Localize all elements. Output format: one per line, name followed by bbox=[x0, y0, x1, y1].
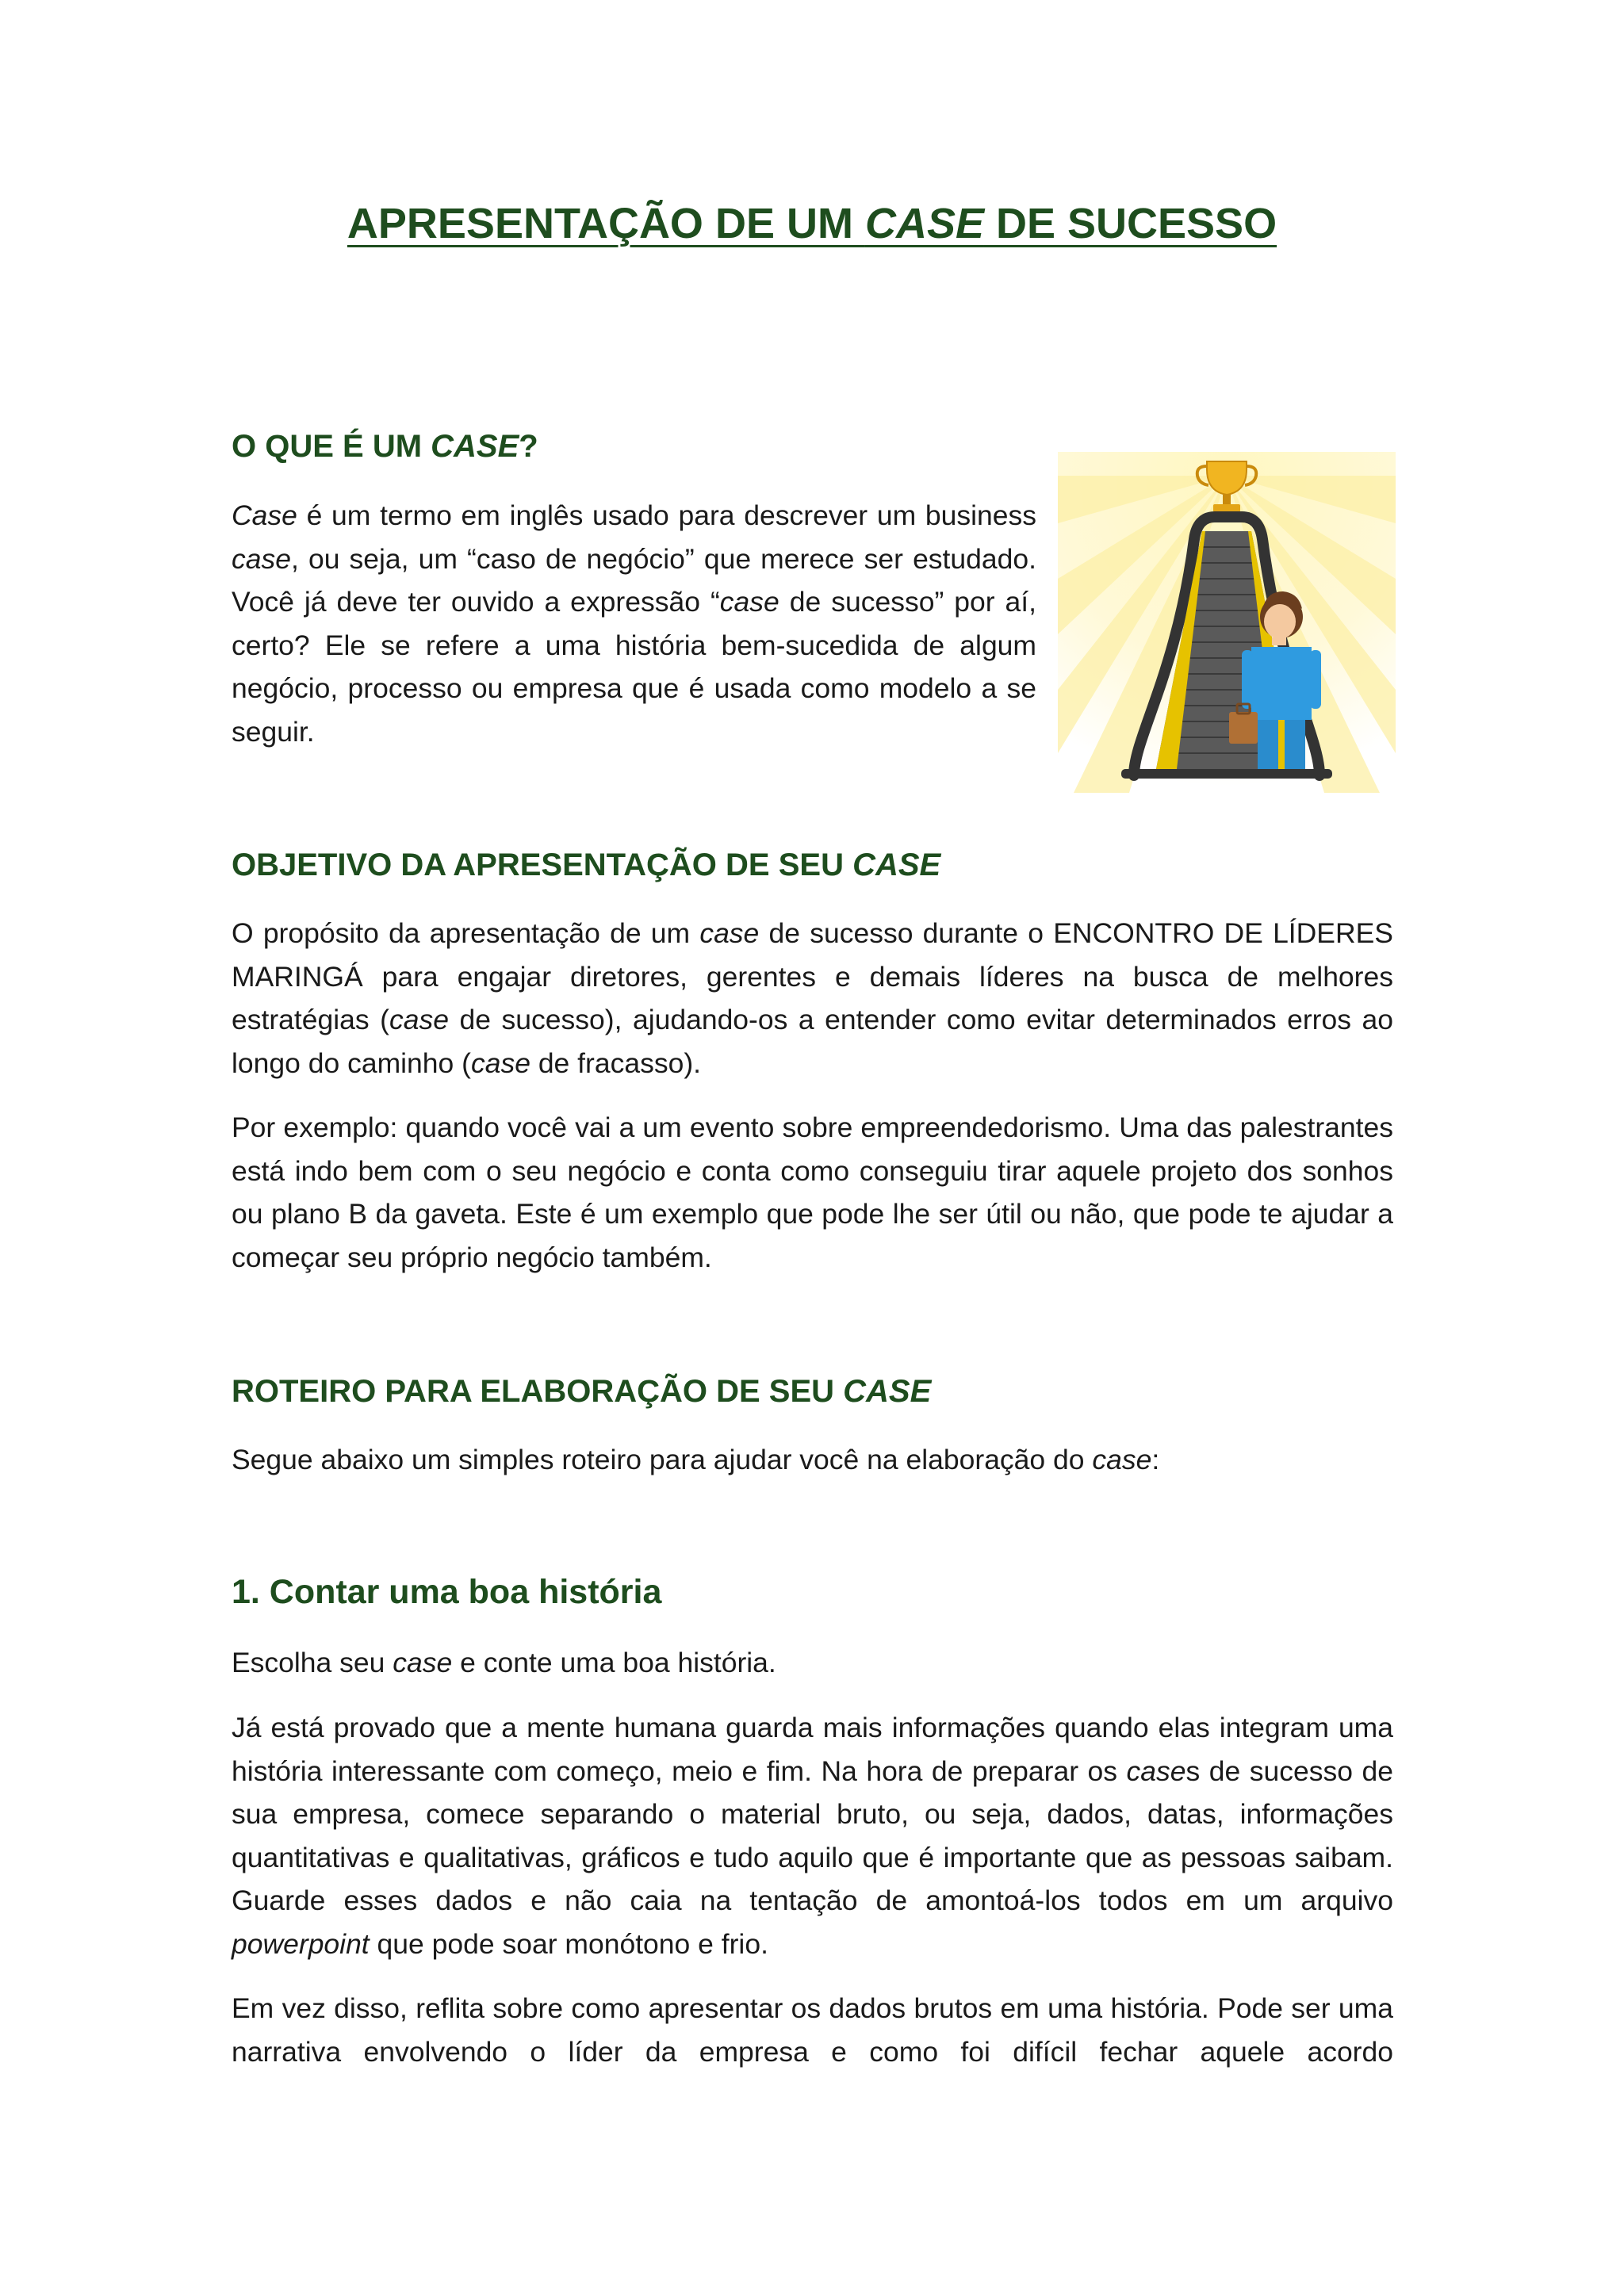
heading-italic: CASE bbox=[852, 848, 941, 882]
text-run: que pode soar monótono e frio. bbox=[369, 1927, 768, 1960]
text-run: Segue abaixo um simples roteiro para ajudar você na elaboração do bbox=[232, 1444, 1093, 1475]
text-run: de sucesso), ajudando-os a entender como evitar determinados erros ao longo do caminho ( bbox=[232, 1004, 1393, 1079]
text-run: Já está provado que a mente humana guarda mais informações quando elas integram uma história interessante com começo, meio e fim. Na hora de preparar os bbox=[232, 1712, 1393, 1787]
italic-term: case bbox=[470, 1047, 530, 1079]
italic-term: case bbox=[699, 917, 760, 949]
italic-term: case bbox=[389, 1004, 449, 1036]
document-title bbox=[0, 192, 1624, 255]
italic-term: case bbox=[719, 586, 779, 618]
text-run: O propósito da apresentação de um bbox=[232, 917, 700, 949]
text-run: Escolha seu bbox=[232, 1647, 393, 1678]
heading-text: ROTEIRO PARA ELABORAÇÃO DE SEU bbox=[232, 1374, 844, 1409]
italic-term: powerpoint bbox=[232, 1927, 370, 1960]
heading-italic: CASE bbox=[843, 1374, 932, 1409]
paragraph-roadmap-intro bbox=[232, 1438, 1393, 1482]
paragraph-instead: Em vez disso, reflita sobre como apresentar os dados brutos em uma história. Pode ser uma narrativa envolvendo o líder da empresa e como foi difícil fechar aquele acordo bbox=[232, 1992, 1393, 2068]
text-run: e conte uma boa história. bbox=[452, 1647, 776, 1678]
section-heading-roadmap bbox=[232, 1368, 931, 1415]
paragraph-example: Por exemplo: quando você vai a um evento sobre empreendedorismo. Uma das palestrantes está indo bem com o seu negócio e conta como conseguiu tirar aquele projeto dos sonhos ou plano B da gaveta. Este é um exemplo que pode lhe ser útil ou não, que pode te ajudar a começar seu próprio negócio também. bbox=[232, 1112, 1393, 1273]
text-run: é um termo em inglês usado para descrever um business bbox=[297, 499, 1036, 531]
paragraph-what-is-case bbox=[232, 494, 1036, 754]
heading-text-end: ? bbox=[519, 429, 538, 464]
italic-term: case bbox=[393, 1647, 453, 1678]
italic-term: case bbox=[1092, 1444, 1152, 1475]
title-text: APRESENTAÇÃO DE UM bbox=[347, 200, 865, 247]
italic-term: case bbox=[232, 542, 291, 575]
text-run: : bbox=[1151, 1444, 1160, 1475]
subsection-heading-tell-story: 1. Contar uma boa história bbox=[232, 1573, 662, 1611]
italic-term: Case bbox=[232, 499, 297, 531]
text-run: de fracasso). bbox=[530, 1047, 702, 1079]
paragraph-choose-case bbox=[232, 1641, 1393, 1685]
paragraph-objective bbox=[232, 912, 1393, 1085]
paragraph-human-mind bbox=[232, 1706, 1393, 1966]
escalator-success-illustration bbox=[1058, 452, 1396, 793]
heading-text: O QUE É UM bbox=[232, 429, 431, 464]
title-italic-word: CASE bbox=[864, 200, 984, 247]
text-run: s de sucesso de sua empresa, comece separando o material bruto, ou seja, dados, datas, informações quantitativas e qualitativas, gráficos e tudo aquilo que é importante que as pessoas saibam. Guarde esses dados e não caia na tentação de amontoá-los todos em um arquivo bbox=[232, 1755, 1394, 1917]
italic-term: case bbox=[1126, 1755, 1186, 1787]
text-run: de sucesso” por aí, certo? Ele se refere a uma história bem-sucedida de algum negócio, processo ou empresa que é usada como modelo a se seguir. bbox=[232, 586, 1036, 748]
text-run: de sucesso durante o ENCONTRO DE LÍDERES MARINGÁ para engajar diretores, gerentes e demais líderes na busca de melhores estratégias ( bbox=[232, 917, 1393, 1036]
section-heading-objective bbox=[232, 841, 940, 889]
heading-text: OBJETIVO DA APRESENTAÇÃO DE SEU bbox=[232, 848, 853, 882]
heading-italic: CASE bbox=[431, 429, 519, 464]
section-heading-what-is-case bbox=[232, 423, 538, 470]
text-run: , ou seja, um “caso de negócio” que merece ser estudado. Você já deve ter ouvido a expressão “ bbox=[232, 542, 1036, 618]
title-text-end: DE SUCESSO bbox=[983, 200, 1277, 247]
